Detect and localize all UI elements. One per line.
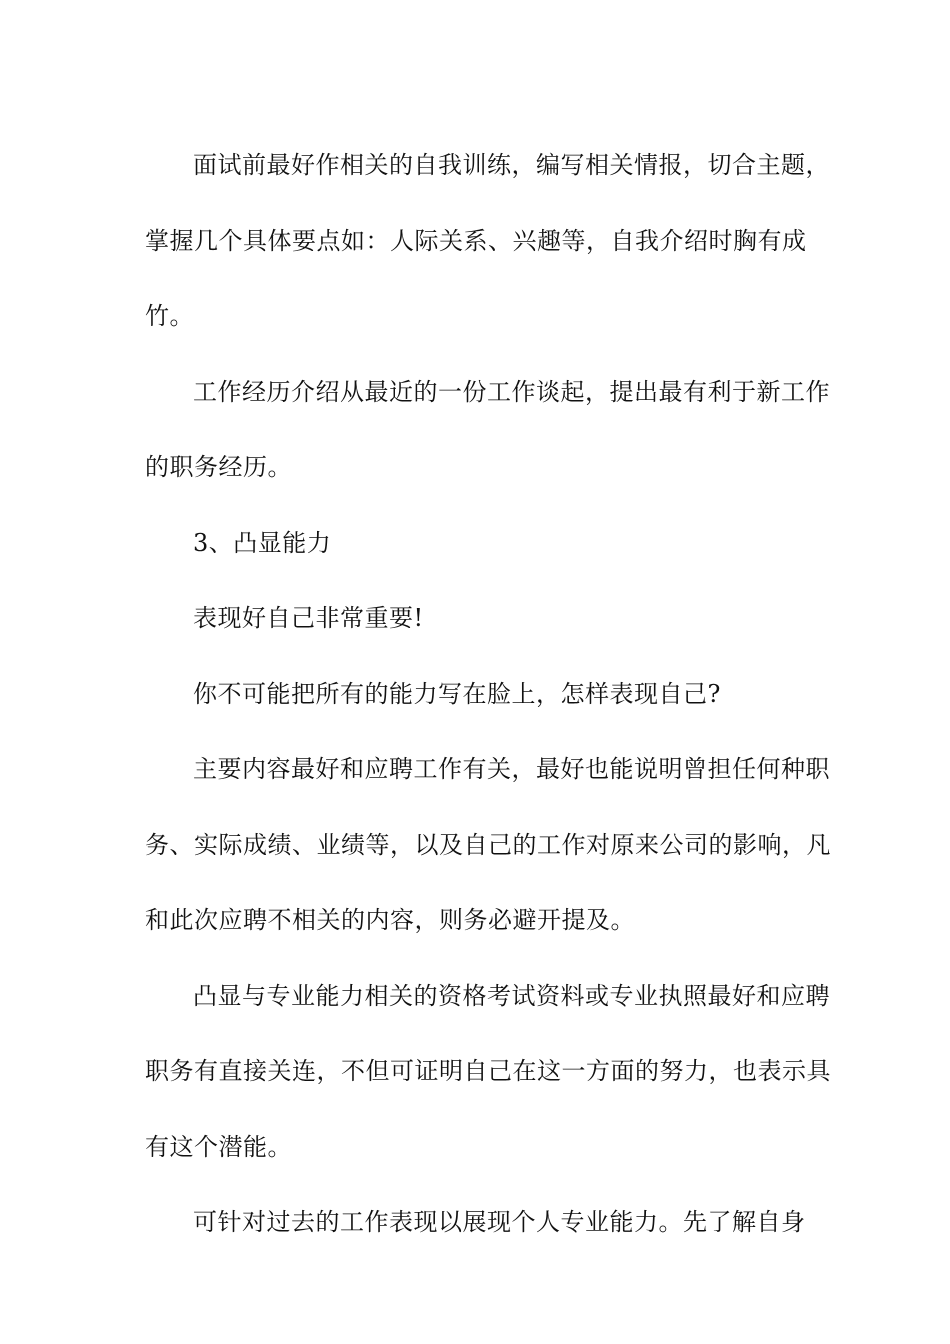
document-body bbox=[145, 128, 835, 1261]
paragraph-work-experience: 工作经历介绍从最近的一份工作谈起，提出最有利于新工作的职务经历。 bbox=[145, 377, 830, 481]
paragraph-qualifications: 凸显与专业能力相关的资格考试资料或专业执照最好和应聘职务有直接关连，不但可证明自己在这一方面的努力，也表示具有这个潜能。 bbox=[145, 981, 831, 1161]
paragraph-self-training: 面试前最好作相关的自我训练，编写相关情报，切合主题，掌握几个具体要点如：人际关系、兴趣等，自我介绍时胸有成竹。 bbox=[145, 151, 830, 330]
paragraph-how-to-show: 你不可能把所有的能力写在脸上，怎样表现自己? bbox=[193, 679, 721, 708]
paragraph-past-performance: 可针对过去的工作表现以展现个人专业能力。先了解自身 bbox=[193, 1208, 806, 1236]
paragraph-main-content: 主要内容最好和应聘工作有关，最好也能说明曾担任何种职务、实际成绩、业绩等，以及自己的工作对原来公司的影响，凡和此次应聘不相关的内容，则务必避开提及。 bbox=[145, 755, 831, 934]
section-heading-show-ability: 3、凸显能力 bbox=[193, 528, 332, 557]
paragraph-show-yourself: 表现好自己非常重要! bbox=[193, 604, 424, 632]
